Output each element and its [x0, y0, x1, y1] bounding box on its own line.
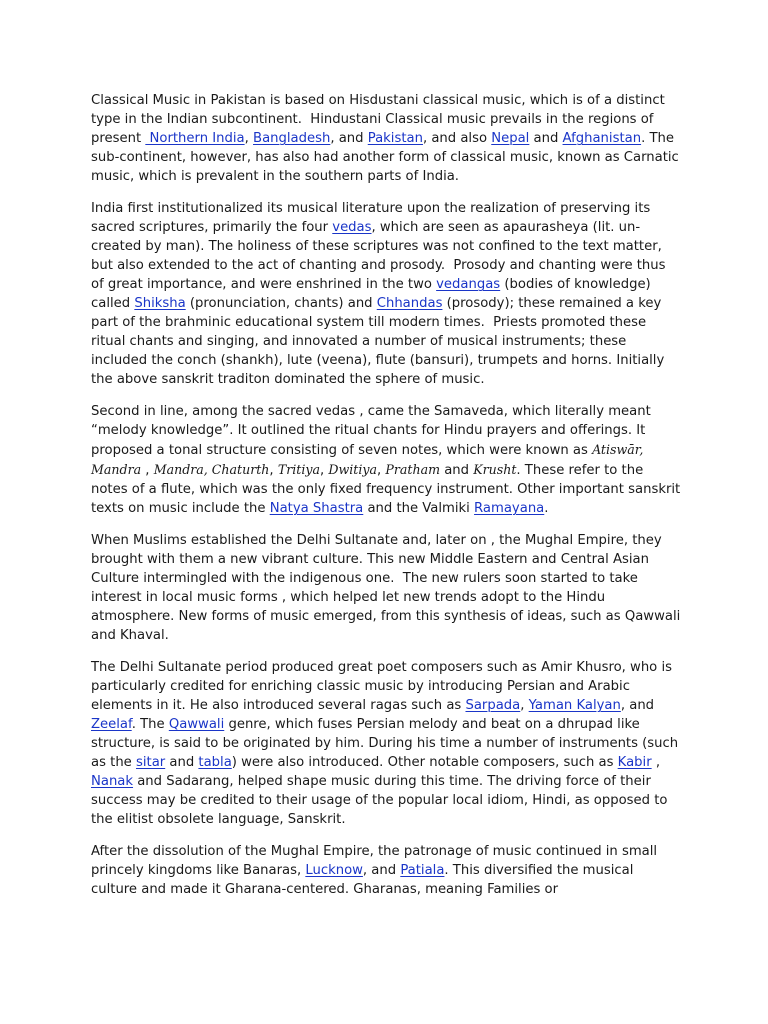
text-run: ) were also introduced. Other notable composers, such as: [231, 755, 618, 770]
link-vedas[interactable]: vedas: [332, 220, 372, 235]
link-sarpada[interactable]: Sarpada: [465, 698, 521, 713]
link-zeelaf[interactable]: Zeelaf: [91, 717, 132, 732]
text-run: and: [529, 131, 563, 146]
paragraph-1: [91, 91, 681, 186]
text-run: (prosody); these remained a key part of the brahminic educational system till modern times. Priests promoted these ritual chants and singing, and innovated a number of musical instruments; these included the conch (shankh), lute (veena), flute (bansuri), trumpets and horns. Initially the above sanskrit traditon dominated the sphere of music.: [91, 296, 669, 387]
text-run: Second in line, among the sacred vedas , came the Samaveda, which literally meant “melody knowledge”. It outlined the ritual chants for Hindu prayers and offerings. It proposed a tonal structure consisting of seven notes, which were known as: [91, 404, 655, 458]
link-natya-shastra[interactable]: Natya Shastra: [269, 501, 364, 516]
text-run: ,: [244, 131, 254, 146]
text-run: and the Valmiki: [363, 501, 475, 516]
text-run: and Sadarang, helped shape music during this time. The driving force of their success may be credited to their usage of the popular local idiom, Hindi, as opposed to the elitist obsolete language, Sanskrit.: [91, 774, 672, 827]
text-run: and: [440, 463, 474, 478]
link-patiala[interactable]: Patiala: [400, 863, 445, 878]
text-run: ,: [319, 463, 329, 478]
link-sitar[interactable]: sitar: [135, 755, 166, 770]
term-atiswar-mandra: Atiswār, Mandra: [91, 442, 648, 477]
paragraph-3: [91, 402, 685, 518]
term-krusht: Krusht: [473, 462, 517, 477]
link-nepal[interactable]: Nepal: [491, 131, 530, 146]
document-page: [91, 91, 685, 912]
text-run: , and: [330, 131, 368, 146]
link-shiksha[interactable]: Shiksha: [134, 296, 186, 311]
text-run: ,: [141, 463, 154, 478]
text-run: India first institutionalized its musical literature upon the realization of preserving its sacred scriptures, primarily the four: [91, 201, 655, 235]
text-run: The Delhi Sultanate period produced great poet composers such as Amir Khusro, who is particularly credited for enriching classic music by introducing Persian and Arabic elements in it. He also introduced several ragas such as: [91, 660, 677, 713]
text-run: .: [544, 501, 549, 516]
text-run: After the dissolution of the Mughal Empire, the patronage of music continued in small princely kingdoms like Banaras,: [91, 844, 662, 878]
text-run: ,: [651, 755, 665, 770]
paragraph-5: [91, 658, 681, 829]
text-run: , and: [362, 863, 401, 878]
link-vedangas[interactable]: vedangas: [436, 277, 501, 292]
link-kabir[interactable]: Kabir: [617, 755, 652, 770]
paragraph-4: [91, 531, 685, 645]
link-yaman-kalyan[interactable]: Yaman Kalyan: [528, 698, 621, 713]
term-dwitiya: Dwitiya: [328, 462, 377, 477]
paragraph-2: [91, 199, 681, 389]
text-run: (bodies of knowledge) called: [91, 277, 655, 311]
text-run: . This diversified the musical culture and made it Gharana-centered. Gharanas, meaning Families or: [91, 863, 638, 897]
link-afghanistan[interactable]: Afghanistan: [562, 131, 642, 146]
text-run: ,: [520, 698, 529, 713]
text-run: ,: [269, 463, 278, 478]
text-run: (pronunciation, chants) and: [185, 296, 377, 311]
text-run: , which are seen as apaurasheya (lit. un-created by man). The holiness of these scriptures was not confined to the text matter, but also extended to the act of chanting and prosody. Prosody and chanting were thus of great importance, and were enshrined in the two: [91, 220, 670, 292]
term-pratham: Pratham: [385, 462, 441, 477]
text-run: When Muslims established the Delhi Sultanate and, later on , the Mughal Empire, they brought with them a new vibrant culture. This new Middle Eastern and Central Asian Culture intermingled with the indigenous one. The new rulers soon started to take interest in local music forms , which helped let new trends adopt to the Hindu atmosphere. New forms of music emerged, from this synthesis of ideas, such as Qawwali and Khaval.: [91, 533, 685, 643]
text-run: Classical Music in Pakistan is based on Hisdustani classical music, which is of a distinct type in the Indian subcontinent. Hindustani Classical music prevails in the regions of present: [91, 93, 669, 146]
link-lucknow[interactable]: Lucknow: [305, 863, 363, 878]
text-run: . The: [131, 717, 169, 732]
text-run: , and: [620, 698, 663, 713]
link-nanak[interactable]: Nanak: [91, 774, 134, 789]
text-run: ,: [377, 463, 386, 478]
link-qawwali[interactable]: Qawwali: [168, 717, 225, 732]
text-run: and: [165, 755, 199, 770]
link-bangladesh[interactable]: Bangladesh: [253, 131, 331, 146]
link-northern-india[interactable]: Northern India: [145, 131, 245, 146]
link-ramayana[interactable]: Ramayana: [474, 501, 545, 516]
link-chhandas[interactable]: Chhandas: [376, 296, 443, 311]
term-tritiya: Tritiya: [277, 462, 320, 477]
text-run: . These refer to the notes of a flute, which was the only fixed frequency instrument. Other important sanskrit texts on music include the: [91, 463, 685, 516]
link-tabla[interactable]: tabla: [198, 755, 232, 770]
text-run: , and also: [422, 131, 492, 146]
text-run: genre, which fuses Persian melody and beat on a dhrupad like structure, is said to be originated by him. During his time a number of instruments (such as the: [91, 717, 683, 770]
text-run: . The sub-continent, however, has also had another form of classical music, known as Carnatic music, which is prevalent in the southern parts of India.: [91, 131, 683, 184]
paragraph-6: [91, 842, 681, 899]
term-mandra-chaturth: Mandra, Chaturth: [153, 462, 270, 477]
link-pakistan[interactable]: Pakistan: [367, 131, 423, 146]
